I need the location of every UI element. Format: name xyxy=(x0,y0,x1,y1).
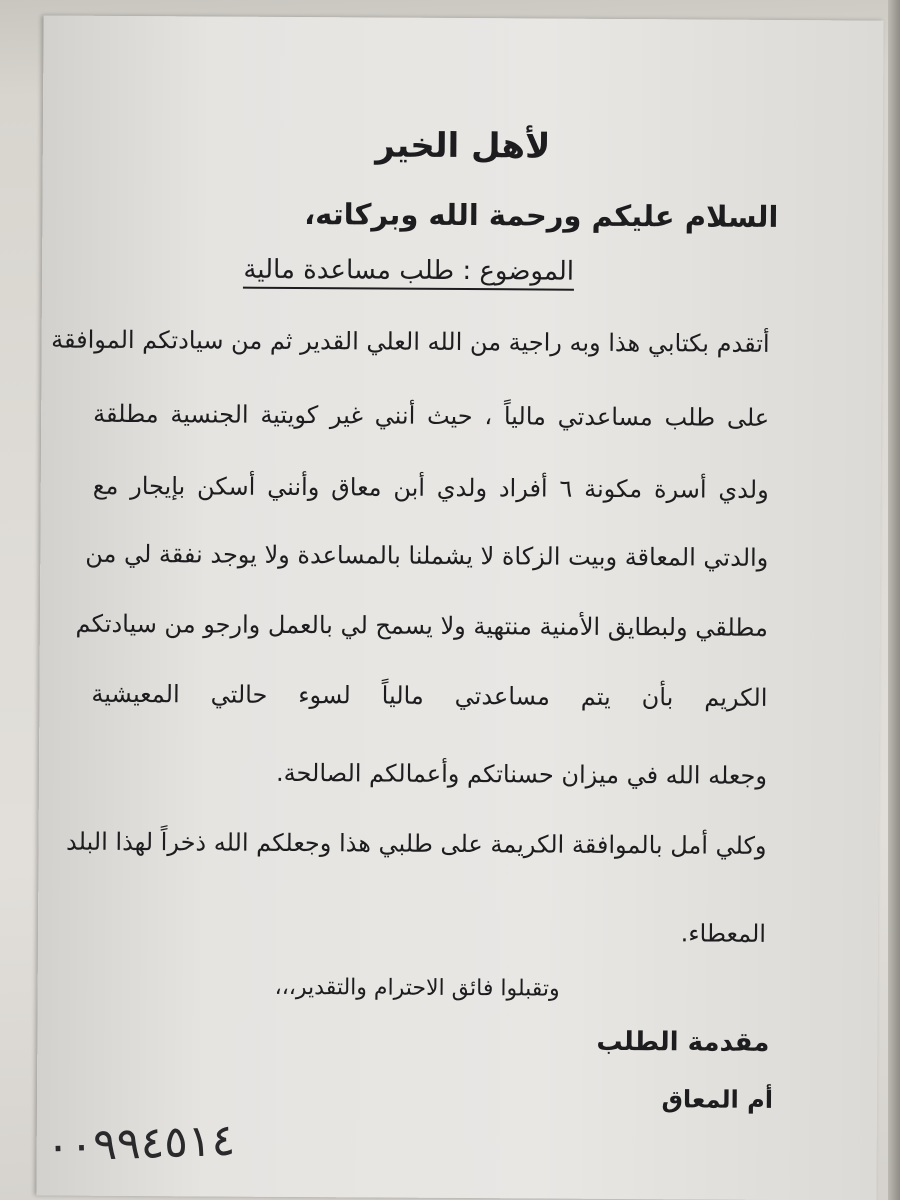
sheet-edge-shadow xyxy=(888,0,900,1200)
body-line: أتقدم بكتابي هذا وبه راجية من الله العلي القدير ثم من سيادتكم الموافقة xyxy=(51,325,770,358)
handwritten-phone-number: ٠٠٩٩٤٥١٤ xyxy=(45,1114,236,1173)
signer-name: أم المعاق xyxy=(661,1085,774,1114)
body-line: الكريم بأن يتم مساعدتي مالياً لسوء حالتي المعيشية xyxy=(91,679,768,712)
greeting-line: السلام عليكم ورحمة الله وبركاته، xyxy=(304,197,779,234)
letter-title: لأهل الخير xyxy=(375,125,551,167)
body-line: مطلقي ولبطايق الأمنية منتهية ولا يسمح لي بالعمل وارجو من سيادتكم xyxy=(75,609,768,642)
body-line: وجعله الله في ميزان حسناتكم وأعمالكم الصالحة. xyxy=(275,758,768,790)
signer-title: مقدمة الطلب xyxy=(596,1026,770,1058)
closing-line: وتقبلوا فائق الاحترام والتقدير،،، xyxy=(274,974,560,1002)
body-line: المعطاء. xyxy=(680,919,767,948)
body-line: ولدي أسرة مكونة ٦ أفراد ولدي أبن معاق وأنني أسكن بإيجار مع xyxy=(92,471,769,504)
subject-line: الموضوع : طلب مساعدة مالية xyxy=(243,255,574,291)
body-line: على طلب مساعدتي مالياً ، حيث أنني غير كويتية الجنسية مطلقة xyxy=(93,399,770,432)
letter-sheet xyxy=(36,15,883,1200)
body-line: والدتي المعاقة وبيت الزكاة لا يشملنا بالمساعدة ولا يوجد نفقة لي من xyxy=(85,539,769,572)
body-line: وكلي أمل بالموافقة الكريمة على طلبي هذا وجعلكم الله ذخراً لهذا البلد xyxy=(65,827,767,860)
